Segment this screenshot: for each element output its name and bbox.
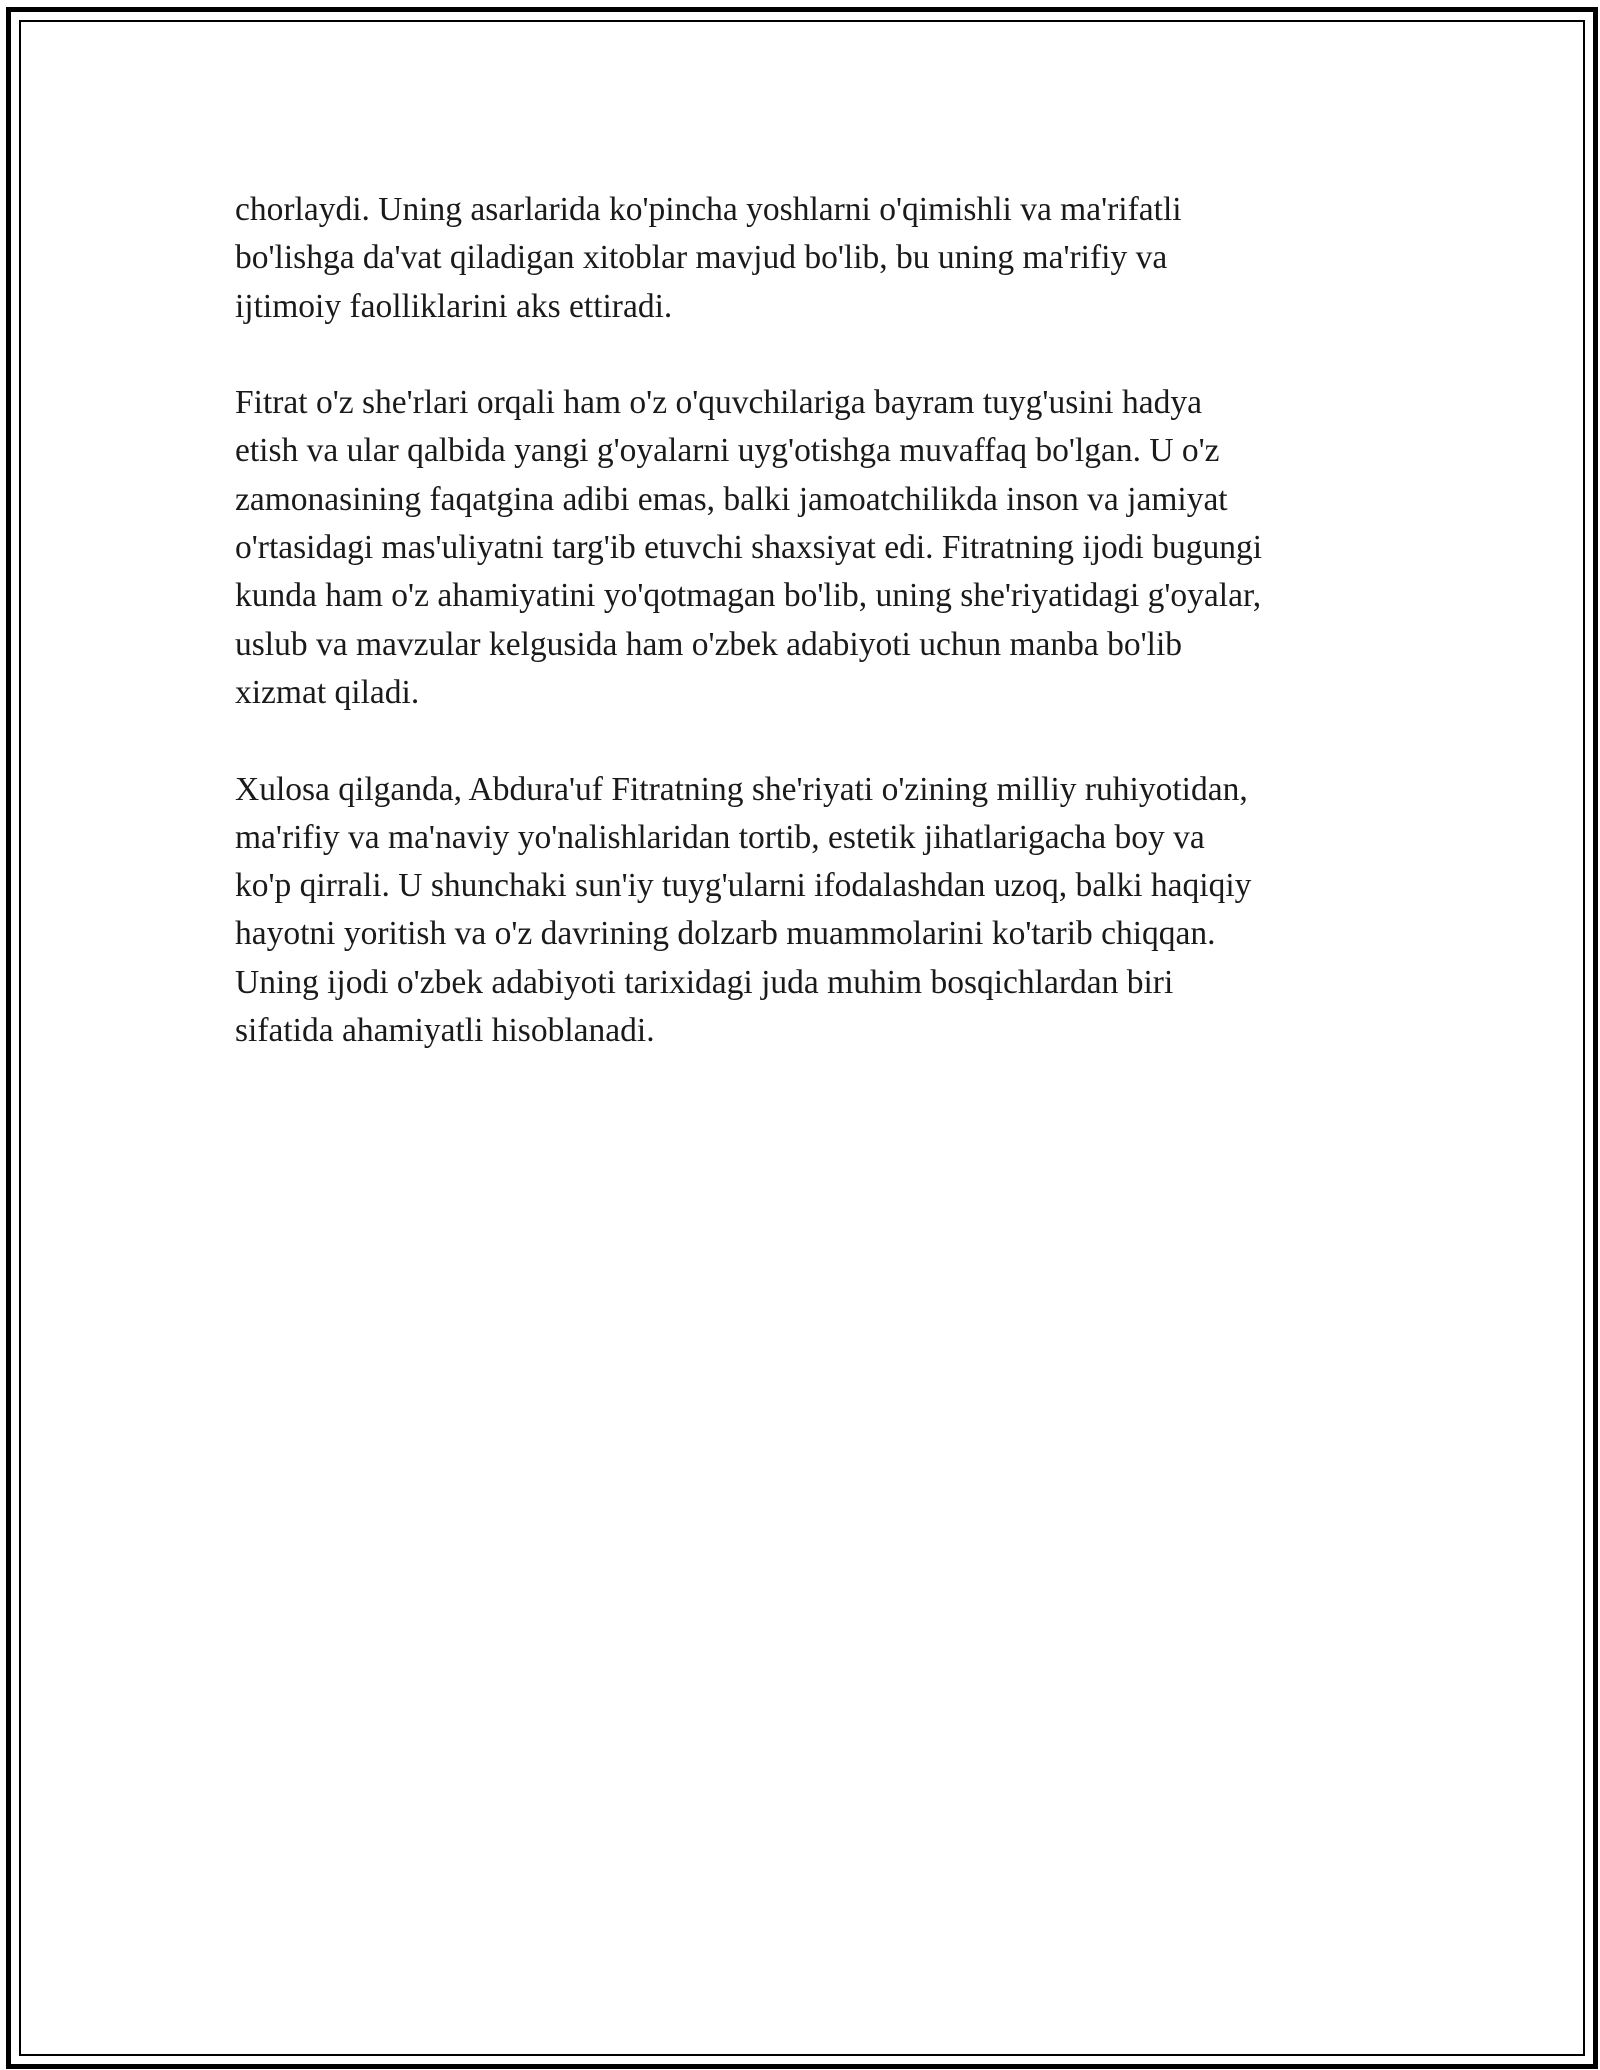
- paragraph-3: Xulosa qilganda, Abdura'uf Fitratning she'riyati o'zining milliy ruhiyotidan, ma'rifiy va ma'naviy yo'nalishlaridan tortib, estetik jihatlarigacha boy va ko'p qirrali. U shunchaki sun'iy tuyg'ularni ifodalashdan uzoq, balki haqiqiy hayotni yoritish va o'z davrining dolzarb muammolarini ko'tarib chiqqan. Uning ijodi o'zbek adabiyoti tarixidagi juda muhim bosqichlardan biri sifatida ahamiyatli hisoblanadi.: [235, 770, 1252, 1050]
- document-body: [235, 186, 1370, 1104]
- paragraph-1: chorlaydi. Uning asarlarida ko'pincha yoshlarni o'qimishli va ma'rifatli bo'lishga da'vat qiladigan xitoblar mavjud bo'lib, bu uning ma'rifiy va ijtimoiy faolliklarini aks ettiradi.: [235, 191, 1182, 325]
- paragraph-2: Fitrat o'z she'rlari orqali ham o'z o'quvchilariga bayram tuyg'usini hadya etish va ular qalbida yangi g'oyalarni uyg'otishga muvaffaq bo'lgan. U o'z zamonasining faqatgina adibi emas, balki jamoatchilikda inson va jamiyat o'rtasidagi mas'uliyatni targ'ib etuvchi shaxsiyat edi. Fitratning ijodi bugungi kunda ham o'z ahamiyatini yo'qotmagan bo'lib, uning she'riyatidagi g'oyalar, uslub va mavzular kelgusida ham o'zbek adabiyoti uchun manba bo'lib xizmat qiladi.: [235, 384, 1263, 711]
